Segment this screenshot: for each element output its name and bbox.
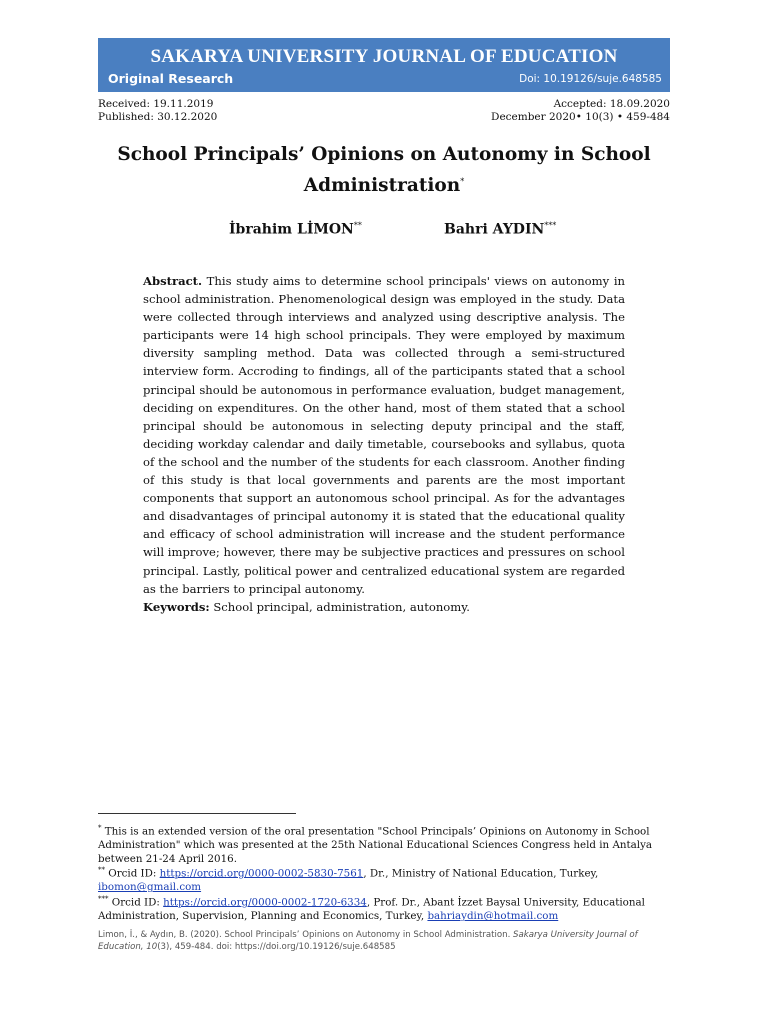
received-date: Received: 19.11.2019 [98,98,214,110]
abstract-text: This study aims to determine school principals' views on autonomy in school administration. Phenomenological design was employed in the study. Data were collected through interviews and analyzed using descriptive analysis. The participants were 14 high school principals. They were employed by maximum diversity sampling method. Data was collected through a semi-structured interview form. Accroding to findings, all of the participants stated that a school principal should be autonomous in performance evaluation, budget management, deciding on expenditures. On the other hand, most of them stated that a school principal should be autonomous in selecting deputy principal and the staff, deciding workday calendar and daily timetable, coursebooks and syllabus, quota of the school and the number of the students for each classroom. Another finding of this study is that local governments and parents are the most important components that support an autonomous school principal. As for the advantages and disadvantages of principal autonomy it is stated that the educational quality and efficacy of school administration will increase and the student performance will improve; however, there may be subjective practices and pressures on school principal. Lastly, political power and centralized educational system are regarded as the barriers to principal autonomy. [143,274,625,596]
orcid-link-1[interactable]: https://orcid.org/0000-0002-5830-7561 [159,867,364,880]
footnote-2-affiliation: , Dr., Ministry of National Education, Turkey, [363,867,599,880]
keywords [143,598,625,616]
title-line-2: Administration [303,175,461,197]
doi: Doi: 10.19126/suje.648585 [519,73,662,85]
author-1 [229,221,362,238]
footnote-3-affiliation: , Prof. Dr., Abant İzzet Baysal University, Educational Administration, Supervision, Planning and Economics, Turkey, [98,896,645,923]
citation-journal: Sakarya University Journal of Education, 10 [98,930,638,952]
abstract-label: Abstract. [143,274,203,288]
citation-authors: Limon, İ., & Aydın, B. (2020). School Principals’ Opinions on Autonomy in School Administration. [98,930,514,940]
citation [98,929,670,953]
author-1-name: İbrahim LİMON [229,221,354,238]
journal-title: SAKARYA UNIVERSITY JOURNAL OF EDUCATION [150,46,618,67]
article-type: Original Research [108,71,234,86]
dates-right [491,98,670,124]
footnote-2-label: Orcid ID: [105,867,160,880]
title-footnote-mark: * [460,177,465,186]
author-1-mark: ** [353,221,362,230]
footnote-3-mark: *** [98,895,109,903]
footnote-2 [98,863,670,894]
email-link-2[interactable]: bahriaydin@hotmail.com [427,910,559,923]
journal-banner [98,38,670,92]
orcid-link-2[interactable]: https://orcid.org/0000-0002-1720-6334 [163,896,367,909]
accepted-date: Accepted: 18.09.2020 [553,98,670,110]
dates-left [98,98,217,124]
footnote-1-text: This is an extended version of the oral presentation "School Principals’ Opinions on Autonomy in School Administration" which was presented at the 25th National Educational Sciences Congress held in Antalya between 21-24 April 2016. [98,825,653,866]
footnote-1-mark: * [98,824,102,832]
paper-title [98,141,670,199]
footnote-1 [98,821,670,866]
abstract [143,272,625,598]
footnote-3 [98,892,670,923]
email-link-1[interactable]: ibomon@gmail.com [98,881,202,894]
author-2-mark: *** [544,221,557,230]
author-2-name: Bahri AYDIN [444,221,545,238]
published-date: Published: 30.12.2020 [98,111,218,123]
author-2 [444,221,556,238]
keywords-label: Keywords: [143,600,210,614]
footnote-3-label: Orcid ID: [108,896,164,909]
citation-details: (3), 459-484. doi: https://doi.org/10.19126/suje.648585 [157,942,396,952]
issue-info: December 2020• 10(3) • 459-484 [491,111,670,123]
footnote-divider [98,813,296,814]
footnote-2-mark: ** [98,866,105,874]
keywords-text: School principal, administration, autonomy. [209,600,470,614]
title-line-1: School Principals’ Opinions on Autonomy in School [117,144,651,165]
